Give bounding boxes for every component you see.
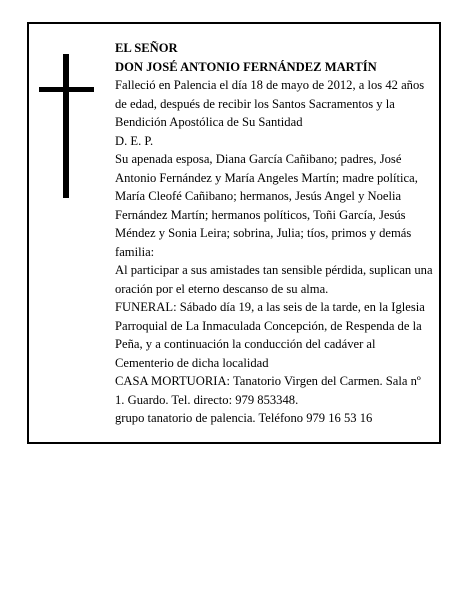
heading-title: EL SEÑOR [115,41,178,55]
family-list: Su apenada esposa, Diana García Cañibano; padres, José Antonio Fernández y María Angeles Martín; madre política, María Cleofé Cañibano; hermanos, Jesús Angel y Noelia Fernández Martín; hermanos políticos, Toñi García, Jesús Méndez y Sonia Leira; sobrina, Julia; tíos, primos y demás familia: [115,152,418,259]
funeral-details: FUNERAL: Sábado día 19, a las seis de la tarde, en la Iglesia Parroquial de La Inmaculada Concepción, de Respenda de la Peña, y a continuación la conducción del cadáver al Cementerio de dicha localidad [115,300,425,370]
mortuary-details: CASA MORTUORIA: Tanatorio Virgen del Carmen. Sala nº 1. Guardo. Tel. directo: 979 853348. [115,374,421,407]
deceased-name: DON JOSÉ ANTONIO FERNÁNDEZ MARTÍN [115,59,377,74]
cross-icon [63,54,69,198]
cross-icon-crossbar [39,87,94,92]
rip-abbreviation: D. E. P. [115,133,154,148]
funeral-home-contact: grupo tanatorio de palencia. Teléfono 979 16 53 16 [115,411,373,425]
death-announcement: Falleció en Palencia el día 18 de mayo de 2012, a los 42 años de edad, después de recibir los Santos Sacramentos y la Bendición Apostólica de Su Santidad [115,78,425,129]
obituary-text-block [115,39,433,428]
prayer-request: Al participar a sus amistades tan sensible pérdida, suplican una oración por el eterno descanso de su alma. [115,263,433,296]
